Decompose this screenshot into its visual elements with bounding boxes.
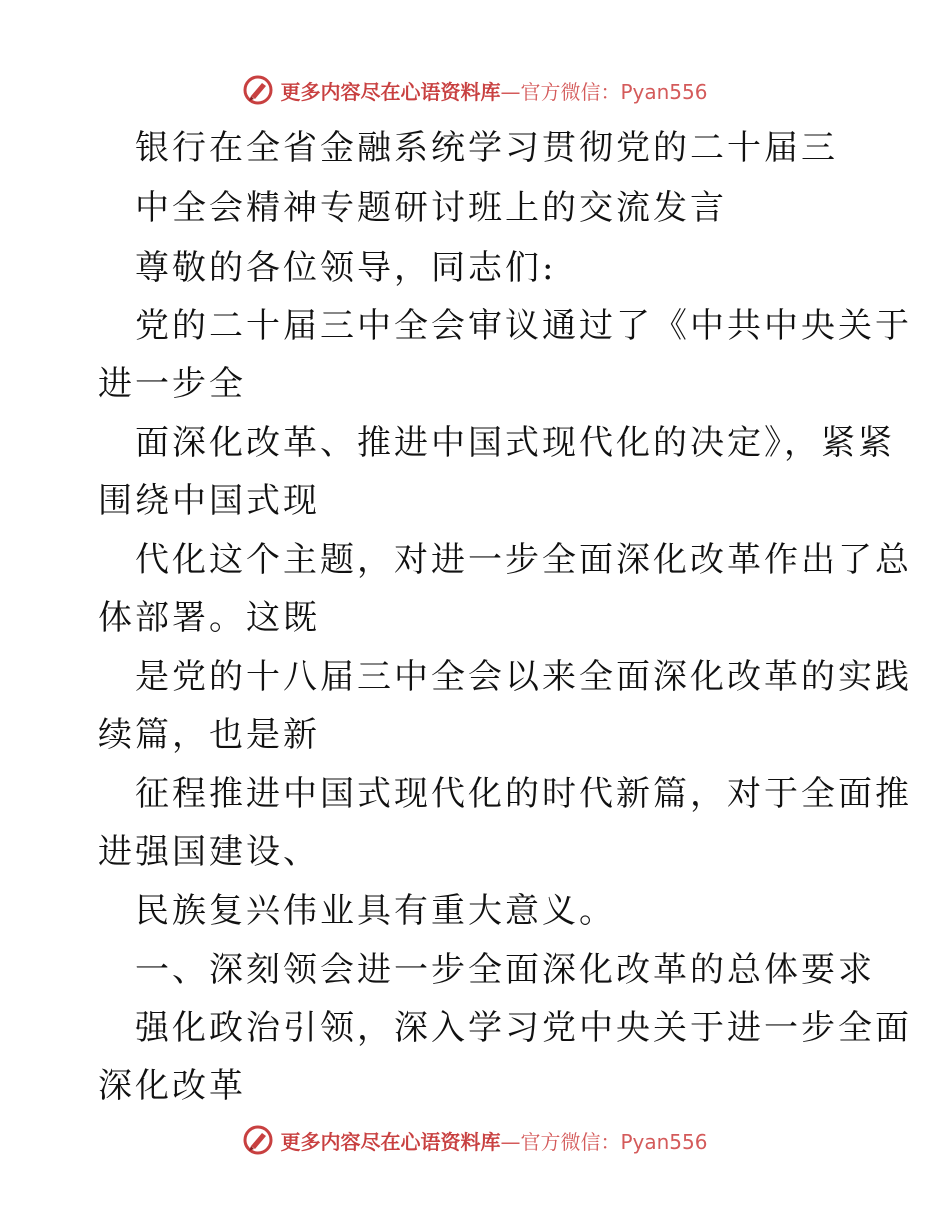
paragraph-line: 征程推进中国式现代化的时代新篇，对于全面推 bbox=[135, 774, 912, 814]
paragraph-line: 进一步全 bbox=[98, 364, 246, 404]
pen-logo-icon bbox=[242, 1124, 274, 1156]
footer-watermark bbox=[0, 1120, 950, 1160]
salutation: 尊敬的各位领导，同志们: bbox=[135, 248, 557, 288]
paragraph-line: 民族复兴伟业具有重大意义。 bbox=[135, 891, 616, 931]
paragraph-line: 党的二十届三中全会审议通过了《中共中央关于 bbox=[135, 306, 912, 346]
watermark-text: 更多内容尽在心语资料库—官方微信：Pyan556 bbox=[280, 79, 708, 104]
paragraph-line: 是党的十八届三中全会以来全面深化改革的实践 bbox=[135, 657, 912, 697]
paragraph-line: 深化改革 bbox=[98, 1066, 246, 1106]
paragraph-line: 面深化改革、推进中国式现代化的决定》，紧紧 bbox=[135, 423, 895, 463]
doc-title-line-2: 中全会精神专题研讨班上的交流发言 bbox=[135, 188, 727, 228]
paragraph-line: 体部署。这既 bbox=[98, 598, 320, 638]
doc-title-line-1: 银行在全省金融系统学习贯彻党的二十届三 bbox=[135, 128, 838, 168]
watermark-text: 更多内容尽在心语资料库—官方微信：Pyan556 bbox=[280, 1129, 708, 1154]
paragraph-line: 强化政治引领，深入学习党中央关于进一步全面 bbox=[135, 1008, 912, 1048]
header-watermark bbox=[0, 70, 950, 110]
pen-logo-icon bbox=[242, 74, 274, 106]
paragraph-line: 围绕中国式现 bbox=[98, 481, 320, 521]
paragraph-line: 代化这个主题，对进一步全面深化改革作出了总 bbox=[135, 540, 912, 580]
paragraph-line: 进强国建设、 bbox=[98, 832, 320, 872]
paragraph-line: 续篇，也是新 bbox=[98, 715, 320, 755]
section-heading: 一、深刻领会进一步全面深化改革的总体要求 bbox=[135, 950, 875, 990]
